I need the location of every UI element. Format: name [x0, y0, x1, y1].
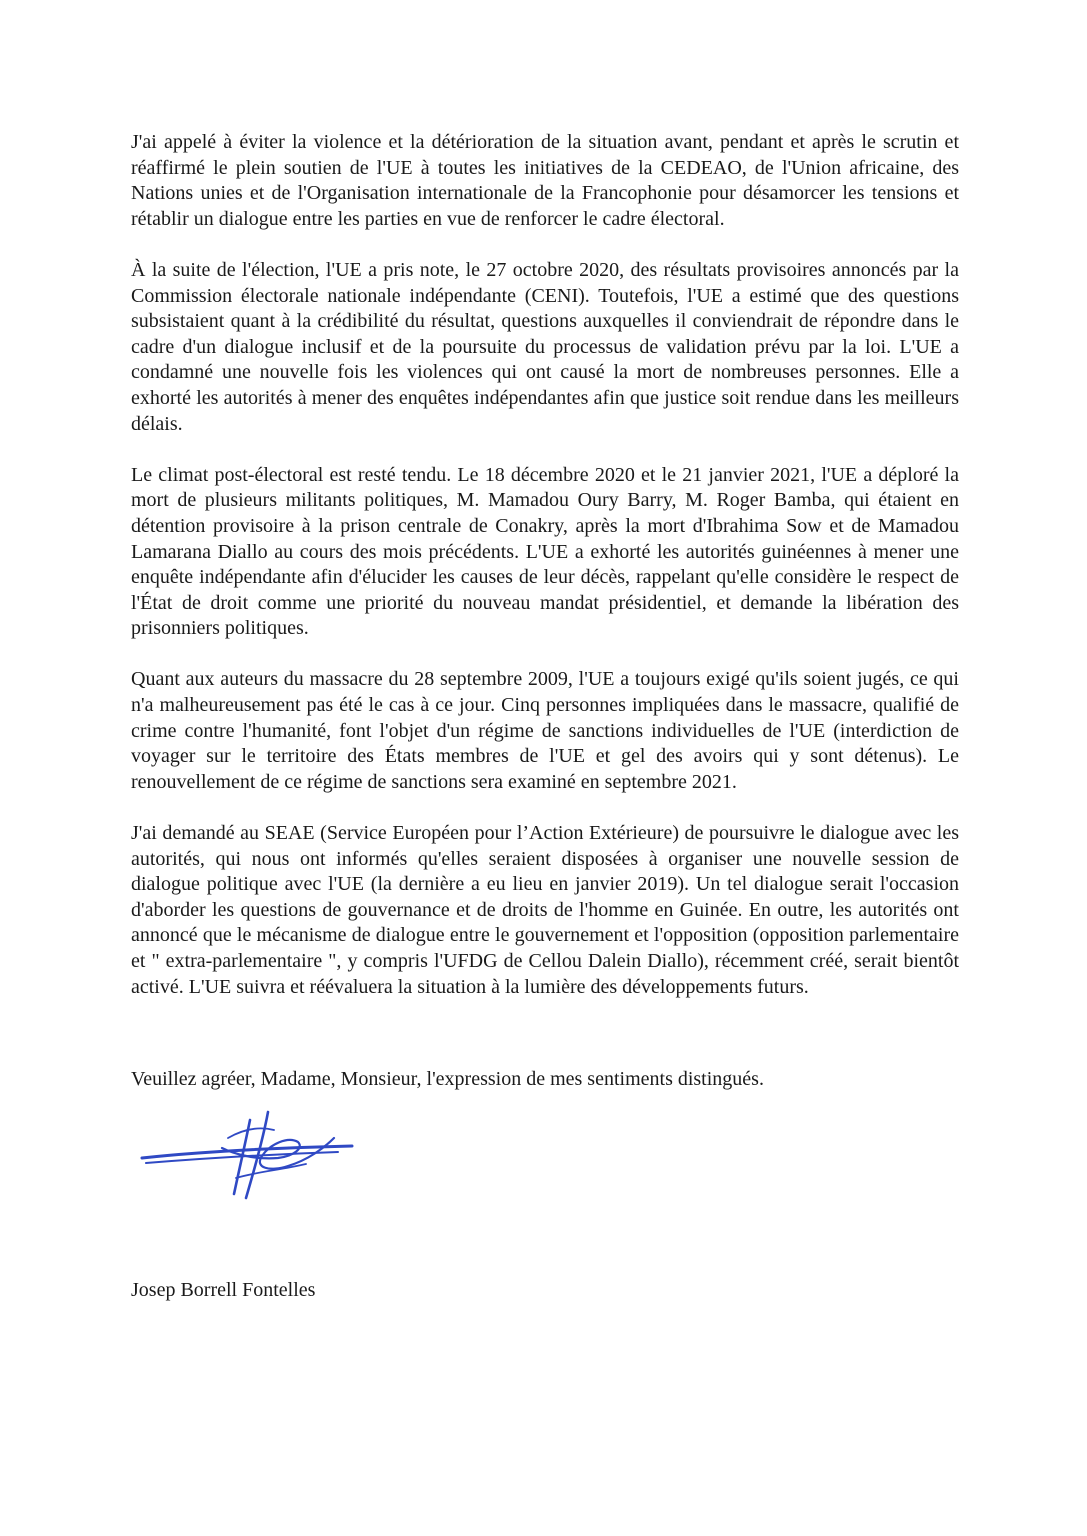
paragraph-5: J'ai demandé au SEAE (Service Européen pour l’Action Extérieure) de poursuivre le dialogue avec les autorités, qui nous ont informés qu'elles seraient disposées à organiser une nouvelle session de dialogue politique avec l'UE (la dernière a eu lieu en janvier 2019). Un tel dialogue serait l'occasion d'aborder les questions de gouvernance et de droits de l'homme en Guinée. En outre, les autorités ont annoncé que le mécanisme de dialogue entre le gouvernement et l'opposition (opposition parlementaire et " extra-parlementaire ", y compris l'UFDG de Cellou Dalein Diallo), récemment créé, serait bientôt activé. L'UE suivra et réévaluera la situation à la lumière des développements futurs. [131, 822, 959, 998]
letter-body [131, 130, 959, 1026]
paragraph-3: Le climat post-électoral est resté tendu. Le 18 décembre 2020 et le 21 janvier 2021, l'UE a déploré la mort de plusieurs militants politiques, M. Mamadou Oury Barry, M. Roger Bamba, qui étaient en détention provisoire à la prison centrale de Conakry, après la mort d'Ibrahima Sow et de Mamadou Lamarana Diallo au cours des mois précédents. L'UE a exhorté les autorités guinéennes à mener une enquête indépendante afin d'élucider les causes de leur décès, rappelant qu'elle considère le respect de l'État de droit comme une priorité du nouveau mandat présidentiel, et demande la libération des prisonniers politiques. [131, 463, 959, 640]
handwritten-signature [138, 1108, 358, 1204]
paragraph-2: À la suite de l'élection, l'UE a pris note, le 27 octobre 2020, des résultats provisoires annoncés par la Commission électorale nationale indépendante (CENI). Toutefois, l'UE a estimé que des questions subsistaient quant à la crédibilité du résultat, questions auxquelles il conviendrait de répondre dans le cadre d'un dialogue inclusif et de la poursuite du processus de validation prévu par la loi. L'UE a condamné une nouvelle fois les violences qui ont causé la mort de nombreuses personnes. Elle a exhorté les autorités à mener des enquêtes indépendantes afin que justice soit rendue dans les meilleurs délais. [131, 258, 959, 435]
signatory-name: Josep Borrell Fontelles [131, 1279, 316, 1301]
paragraph-4: Quant aux auteurs du massacre du 28 septembre 2009, l'UE a toujours exigé qu'ils soient jugés, ce qui n'a malheureusement pas été le cas à ce jour. Cinq personnes impliquées dans le massacre, qualifié de crime contre l'humanité, font l'objet d'un régime de sanctions individuelles de l'UE (interdiction de voyager sur le territoire des États membres de l'UE et gel des avoirs qui y sont détenus). Le renouvellement de ce régime de sanctions sera examiné en septembre 2021. [131, 668, 959, 793]
closing-formula: Veuillez agréer, Madame, Monsieur, l'expression de mes sentiments distingués. [131, 1068, 764, 1090]
paragraph-1: J'ai appelé à éviter la violence et la détérioration de la situation avant, pendant et après le scrutin et réaffirmé le plein soutien de l'UE à toutes les initiatives de la CEDEAO, de l'Union africaine, des Nations unies et de l'Organisation internationale de la Francophonie pour désamorcer les tensions et rétablir un dialogue entre les parties en vue de renforcer le cadre électoral. [131, 131, 959, 230]
